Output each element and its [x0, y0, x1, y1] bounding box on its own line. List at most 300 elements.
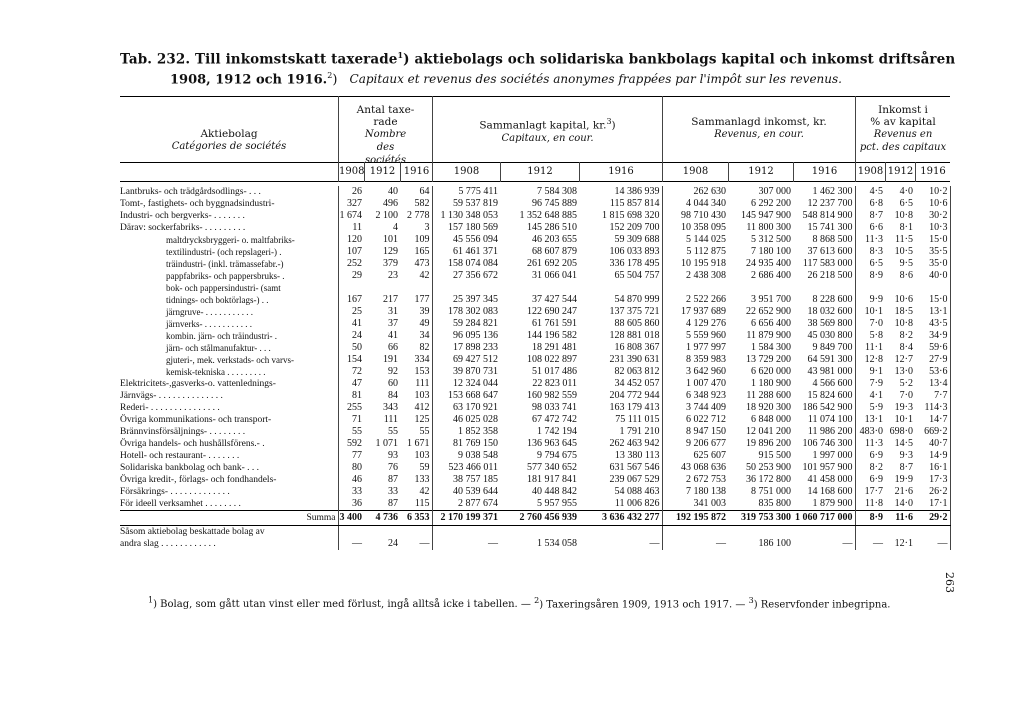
year-1908-count: 1908 [339, 166, 365, 177]
table-cell: 6·9 [869, 450, 883, 461]
table-row [120, 486, 950, 498]
table-cell [500, 282, 579, 294]
table-cell: 10·2 [915, 186, 950, 198]
table-cell: 5 957 955 [537, 498, 577, 509]
table-cell: 18·5 [894, 306, 913, 317]
row-label: För ideell verksamhet . . . . . . . . [120, 498, 338, 511]
table-cell: 154 [347, 354, 362, 365]
table-cell: 307 000 [758, 186, 791, 197]
table-cell: 11·3 [865, 438, 883, 449]
table-cell: 4 566 600 [793, 378, 855, 390]
table-cell: 4 [393, 222, 398, 233]
header-percent: Inkomst i % av kapital Revenus en pct. des capitaux [859, 104, 947, 153]
table-cell: 120 [347, 234, 362, 245]
table-cell: 669·2 [915, 426, 950, 438]
year-1916-count: 1916 [403, 166, 430, 177]
row-label: textilindustri- (och repslageri-) . [120, 246, 338, 258]
table-cell: 55 [400, 426, 432, 438]
table-cell: 7·7 [915, 390, 950, 402]
table-cell [915, 282, 950, 294]
row-label: Lantbruks- och trädgårdsodlings- . . . [120, 186, 338, 198]
table-cell: 2 686 400 [751, 270, 791, 281]
table-cell: 59 [400, 462, 432, 474]
table-cell [338, 282, 364, 294]
table-row [120, 450, 950, 462]
table-cell: 11·1 [865, 342, 883, 353]
table-cell: 1 007 470 [686, 378, 726, 389]
table-cell: — [400, 538, 432, 550]
table-cell: 412 [400, 402, 432, 414]
table-cell: 40·0 [915, 270, 950, 282]
table-row [120, 366, 950, 378]
row-label: kemisk-tekniska . . . . . . . . . [120, 366, 338, 378]
table-cell: 24 935 400 [746, 258, 791, 269]
table-row [120, 426, 950, 438]
table-cell: 1 071 [375, 438, 398, 449]
table-cell: 16 808 367 [579, 342, 662, 354]
table-cell: 98 710 430 [681, 210, 726, 221]
table-cell: 54 088 463 [579, 486, 662, 498]
table-cell: 8·9 [869, 270, 883, 281]
table-cell [855, 282, 885, 294]
table-cell: 11 288 600 [746, 390, 791, 401]
table-cell: 81 769 150 [453, 438, 498, 449]
table-cell: 6 620 000 [751, 366, 791, 377]
table-cell: 2 672 753 [686, 474, 726, 485]
table-cell: 8·7 [899, 462, 913, 473]
table-cell: 9 206 677 [686, 438, 726, 449]
table-cell: 7 180 138 [686, 486, 726, 497]
table-cell: 191 [383, 354, 398, 365]
table-cell: 3 951 700 [751, 294, 791, 305]
table-cell: 107 [347, 246, 362, 257]
table-cell: 43 068 636 [681, 462, 726, 473]
row-label: gjuteri-, mek. verkstads- och varvs- [120, 354, 338, 366]
table-cell [364, 282, 400, 294]
table-row [120, 210, 950, 222]
table-cell: 33 [352, 486, 362, 497]
row-label: pappfabriks- och pappersbruks- . [120, 270, 338, 282]
table-cell: 29 [352, 270, 362, 281]
table-cell: 64 [400, 186, 432, 198]
table-cell [662, 282, 728, 294]
table-cell: 35·5 [915, 246, 950, 258]
table-row [120, 186, 950, 198]
table-cell: 10 195 918 [681, 258, 726, 269]
table-cell: 698·0 [889, 426, 913, 437]
table-cell: 5 775 411 [458, 186, 498, 197]
table-cell: 6 848 000 [751, 414, 791, 425]
table-cell: 96 745 889 [532, 198, 577, 209]
table-cell: 582 [400, 198, 432, 210]
table-row [120, 462, 950, 474]
table-cell: 117 583 000 [793, 258, 855, 270]
table-cell: 23 [388, 270, 398, 281]
table-cell: 1 462 300 [793, 186, 855, 198]
table-cell: 5 312 500 [751, 234, 791, 245]
table-cell: 46 203 655 [532, 234, 577, 245]
table-cell: 114·3 [915, 402, 950, 414]
table-cell: 145 286 510 [527, 222, 577, 233]
table-cell: 160 982 559 [527, 390, 577, 401]
row-label: Övriga kredit-, förlags- och fondhandels- [120, 474, 338, 486]
table-cell: 43 981 000 [793, 366, 855, 378]
table-cell: 11·8 [865, 498, 883, 509]
table-cell: 129 [383, 246, 398, 257]
table-cell: 55 [388, 426, 398, 437]
table-cell: 8 868 500 [793, 234, 855, 246]
table-cell: 106 746 300 [793, 438, 855, 450]
table-cell: 1 742 194 [537, 426, 577, 437]
table-cell: 8·9 [855, 511, 885, 526]
table-cell: 10·1 [864, 306, 883, 317]
table-cell: 13·0 [894, 366, 913, 377]
table-cell: 1 852 358 [458, 426, 498, 437]
row-label: Övriga handels- och hushållsförens.- . [120, 438, 338, 450]
table-cell: 4·1 [869, 390, 883, 401]
table-cell: 2 877 674 [458, 498, 498, 509]
table-cell: 98 033 741 [532, 402, 577, 413]
table-row [120, 402, 950, 414]
table-cell: 43·5 [915, 318, 950, 330]
table-cell: 22 652 900 [746, 306, 791, 317]
table-cell: 87 [388, 498, 398, 509]
table-cell: — [793, 538, 855, 550]
table-cell: 19·3 [894, 402, 913, 413]
table-cell: 6·9 [869, 474, 883, 485]
year-1908-income: 1908 [682, 166, 709, 177]
table-cell: 9 038 548 [458, 450, 498, 461]
table-cell: 4 044 340 [686, 198, 726, 209]
table-cell: 34·9 [915, 330, 950, 342]
table-cell: 158 074 084 [448, 258, 498, 269]
table-cell: 8 751 000 [751, 486, 791, 497]
row-label: Järnvägs- . . . . . . . . . . . . . . [120, 390, 338, 402]
table-row [120, 438, 950, 450]
table-cell: 68 607 879 [532, 246, 577, 257]
table-cell: 6 022 712 [686, 414, 726, 425]
table-cell: 8·2 [869, 462, 883, 473]
table-cell: 111 [400, 378, 432, 390]
table-cell: 343 [383, 402, 398, 413]
table-cell: 80 [352, 462, 362, 473]
table-cell: 153 [400, 366, 432, 378]
table-cell: 9 794 675 [537, 450, 577, 461]
table-row [120, 270, 950, 282]
table-cell: 8·7 [869, 210, 883, 221]
table-cell: 4 736 [364, 511, 400, 526]
table-cell: 496 [383, 198, 398, 209]
table-cell: 17·1 [915, 498, 950, 511]
table-cell: 192 195 872 [662, 511, 728, 526]
table-row [120, 378, 950, 390]
table-cell: 13·1 [864, 414, 883, 425]
table-cell: 523 466 011 [448, 462, 498, 473]
table-cell: 59·6 [915, 342, 950, 354]
table-cell: 10·8 [894, 210, 913, 221]
row-label: Såsom aktiebolag beskattade bolag av [120, 526, 338, 539]
row-label: Därav: sockerfabriks- . . . . . . . . . [120, 222, 338, 234]
table-cell: 40 539 644 [453, 486, 498, 497]
table-cell: 87 [388, 474, 398, 485]
table-row [120, 390, 950, 402]
table-cell: 2 170 199 371 [432, 511, 500, 526]
table-row [120, 330, 950, 342]
table-row [120, 294, 950, 306]
row-label: bok- och pappersindustri- (samt [120, 282, 338, 294]
table-cell: 39 870 731 [453, 366, 498, 377]
table-cell: 341 003 [693, 498, 726, 509]
table-cell: 14·7 [915, 414, 950, 426]
table-cell: 631 567 546 [579, 462, 662, 474]
table-cell: 10 358 095 [681, 222, 726, 233]
table-cell: 5·8 [869, 330, 883, 341]
table-row [120, 526, 950, 539]
table-cell: 96 095 136 [453, 330, 498, 341]
table-cell: 27 356 672 [453, 270, 498, 281]
table-row [120, 258, 950, 270]
table-cell: 75 111 015 [579, 414, 662, 426]
table-cell: 6·5 [899, 198, 913, 209]
table-cell: 252 [347, 258, 362, 269]
table-cell: 40 448 842 [532, 486, 577, 497]
table-cell: 115 857 814 [579, 198, 662, 210]
table-row [120, 198, 950, 210]
table-cell: 15 824 600 [793, 390, 855, 402]
table-cell: 14·0 [894, 498, 913, 509]
header-mid-rule [120, 162, 950, 163]
table-cell: 1 534 058 [537, 538, 577, 549]
table-cell: 11 879 900 [746, 330, 791, 341]
table-cell: 82 [400, 342, 432, 354]
table-cell: 5 112 875 [686, 246, 726, 257]
table-cell: 9 849 700 [793, 342, 855, 354]
table-row [120, 318, 950, 330]
table-cell: 261 692 205 [527, 258, 577, 269]
table-row [120, 511, 950, 526]
table-row [120, 498, 950, 511]
year-1908-pct: 1908 [857, 166, 884, 177]
table-cell: 19·9 [894, 474, 913, 485]
table-cell: 82 063 812 [579, 366, 662, 378]
table-cell: 37 427 544 [532, 294, 577, 305]
table-cell: 84 [388, 390, 398, 401]
table-cell: 103 [400, 390, 432, 402]
table-cell: 60 [388, 378, 398, 389]
table-cell: 6·8 [869, 198, 883, 209]
table-cell: 103 [400, 450, 432, 462]
table-cell: 239 067 529 [579, 474, 662, 486]
table-cell: 17·7 [864, 486, 883, 497]
table-cell: 31 066 041 [532, 270, 577, 281]
table-row [120, 306, 950, 318]
table-cell: — [488, 538, 498, 549]
table-cell: — [716, 538, 726, 549]
table-cell: 327 [347, 198, 362, 209]
table-cell: 39 [400, 306, 432, 318]
row-label: Försäkrings- . . . . . . . . . . . . . [120, 486, 338, 498]
table-cell: 1 674 [339, 210, 362, 221]
table-cell [885, 282, 915, 294]
table-cell: 915 500 [758, 450, 791, 461]
table-cell: 7·9 [869, 378, 883, 389]
table-cell: 319 753 300 [728, 511, 793, 526]
table-cell: 76 [388, 462, 398, 473]
table-cell: 6 292 200 [751, 198, 791, 209]
table-cell: 1 671 [400, 438, 432, 450]
table-cell: 8 947 150 [686, 426, 726, 437]
table-cell: 9·9 [869, 294, 883, 305]
header-count: Antal taxe-rade Nombre des sociétés [356, 104, 415, 166]
table-cell: 125 [400, 414, 432, 426]
table-cell: 18 032 600 [793, 306, 855, 318]
year-1912-pct: 1912 [887, 166, 914, 177]
row-label: kombin. järn- och träindustri- . [120, 330, 338, 342]
table-cell: 167 [347, 294, 362, 305]
table-cell: 9·3 [899, 450, 913, 461]
table-cell: 137 375 721 [579, 306, 662, 318]
table-cell: — [873, 538, 883, 549]
table-cell: 27·9 [915, 354, 950, 366]
table-cell: 71 [352, 414, 362, 425]
table-row [120, 222, 950, 234]
table-cell: 1 180 900 [751, 378, 791, 389]
table-cell: 6·5 [869, 258, 883, 269]
table-cell: 49 [400, 318, 432, 330]
table-cell: 592 [347, 438, 362, 449]
table-cell: 2 438 308 [686, 270, 726, 281]
table-row [120, 342, 950, 354]
table-cell: 8 228 600 [793, 294, 855, 306]
table-cell: 1 879 900 [793, 498, 855, 511]
table-cell: — [352, 538, 362, 549]
table-cell [579, 282, 662, 294]
table-cell: 231 390 631 [579, 354, 662, 366]
table-cell: 59 309 688 [579, 234, 662, 246]
table-cell: 109 [400, 234, 432, 246]
table-cell: 50 [352, 342, 362, 353]
table-cell: 17 898 233 [453, 342, 498, 353]
table-cell: 19 896 200 [746, 438, 791, 449]
table-cell: 106 033 893 [579, 246, 662, 258]
table-cell: 11 800 300 [746, 222, 791, 233]
table-cell: 10·8 [894, 318, 913, 329]
row-label: träindustri- (inkl. trämassefabr.-) [120, 258, 338, 270]
table-cell: 25 [352, 306, 362, 317]
table-cell: 81 [352, 390, 362, 401]
table-cell: 9·5 [899, 258, 913, 269]
table-cell: 37 613 600 [793, 246, 855, 258]
table-cell: 548 814 900 [793, 210, 855, 222]
table-cell: 46 [352, 474, 362, 485]
table-cell: 30·2 [915, 210, 950, 222]
table-cell: 111 [383, 414, 398, 425]
table-cell: 37 [388, 318, 398, 329]
table-cell: 2 100 [375, 210, 398, 221]
table-subtitle: 1908, 1912 och 1916.$^2$) Capitaux et revenus des sociétés anonymes frappées par l'impôt sur les revenus. [170, 71, 842, 88]
table-cell: 18 291 481 [532, 342, 577, 353]
table-cell: 6 656 400 [751, 318, 791, 329]
table-cell: 14 168 600 [793, 486, 855, 498]
row-label: järnverks- . . . . . . . . . . . [120, 318, 338, 330]
table-cell: 128 881 018 [579, 330, 662, 342]
table-cell: 181 917 841 [527, 474, 577, 485]
table-cell: 29·2 [915, 511, 950, 526]
table-cell: 21·6 [894, 486, 913, 497]
table-cell: 1 130 348 053 [440, 210, 498, 221]
table-cell: 115 [400, 498, 432, 511]
table-cell: 59 284 821 [453, 318, 498, 329]
table-cell: 2 522 266 [686, 294, 726, 305]
row-label: Brännvinsförsäljnings- . . . . . . . . [120, 426, 338, 438]
table-cell: 8·3 [869, 246, 883, 257]
table-cell: 163 179 413 [579, 402, 662, 414]
table-cell: 145 947 900 [741, 210, 791, 221]
table-cell: 255 [347, 402, 362, 413]
table-cell: 47 [352, 378, 362, 389]
table-row [120, 246, 950, 258]
row-label: järn- och stålmanufaktur- . . . [120, 342, 338, 354]
table-cell: 12 041 200 [746, 426, 791, 437]
table-cell: 69 427 512 [453, 354, 498, 365]
table-cell: 334 [400, 354, 432, 366]
table-cell: 7 584 308 [537, 186, 577, 197]
table-cell: 1 352 648 885 [519, 210, 577, 221]
table-cell: 217 [383, 294, 398, 305]
table-cell: 12 237 700 [793, 198, 855, 210]
table-cell: 3 400 [338, 511, 364, 526]
table-cell: 18 920 300 [746, 402, 791, 413]
table-cell: 54 870 999 [579, 294, 662, 306]
table-cell [793, 282, 855, 294]
table-cell: 42 [400, 270, 432, 282]
row-label: Hotell- och restaurant- . . . . . . . [120, 450, 338, 462]
year-1912-count: 1912 [369, 166, 396, 177]
year-1912-capital: 1912 [527, 166, 553, 177]
table-cell: 35·0 [915, 258, 950, 270]
table-cell: — [915, 538, 950, 550]
year-1912-income: 1912 [748, 166, 774, 177]
table-cell: 5 144 025 [686, 234, 726, 245]
year-1916-pct: 1916 [920, 166, 946, 177]
table-row [120, 474, 950, 486]
table-cell: 24 [388, 538, 398, 549]
table-cell: 835 800 [758, 498, 791, 509]
table-cell: 17·3 [915, 474, 950, 486]
table-cell: 10·1 [894, 414, 913, 425]
table-cell: 50 253 900 [746, 462, 791, 473]
table-cell: 8·6 [899, 270, 913, 281]
table-cell: 25 397 345 [453, 294, 498, 305]
table-cell: 1 977 997 [686, 342, 726, 353]
table-cell: 63 170 921 [453, 402, 498, 413]
table-cell: 55 [352, 426, 362, 437]
table-cell: 7·0 [869, 318, 883, 329]
table-cell: 8·1 [899, 222, 913, 233]
table-cell: 26 218 500 [793, 270, 855, 282]
table-cell: 152 209 700 [579, 222, 662, 234]
table-cell: 10·6 [894, 294, 913, 305]
table-cell: 1 815 698 320 [579, 210, 662, 222]
table-cell: 13 729 200 [746, 354, 791, 365]
table-cell: 36 172 800 [746, 474, 791, 485]
table-cell: 12·8 [864, 354, 883, 365]
table-cell: 8·2 [899, 330, 913, 341]
table-cell: 379 [383, 258, 398, 269]
table-row [120, 414, 950, 426]
table-row [120, 234, 950, 246]
table-cell: 108 022 897 [527, 354, 577, 365]
